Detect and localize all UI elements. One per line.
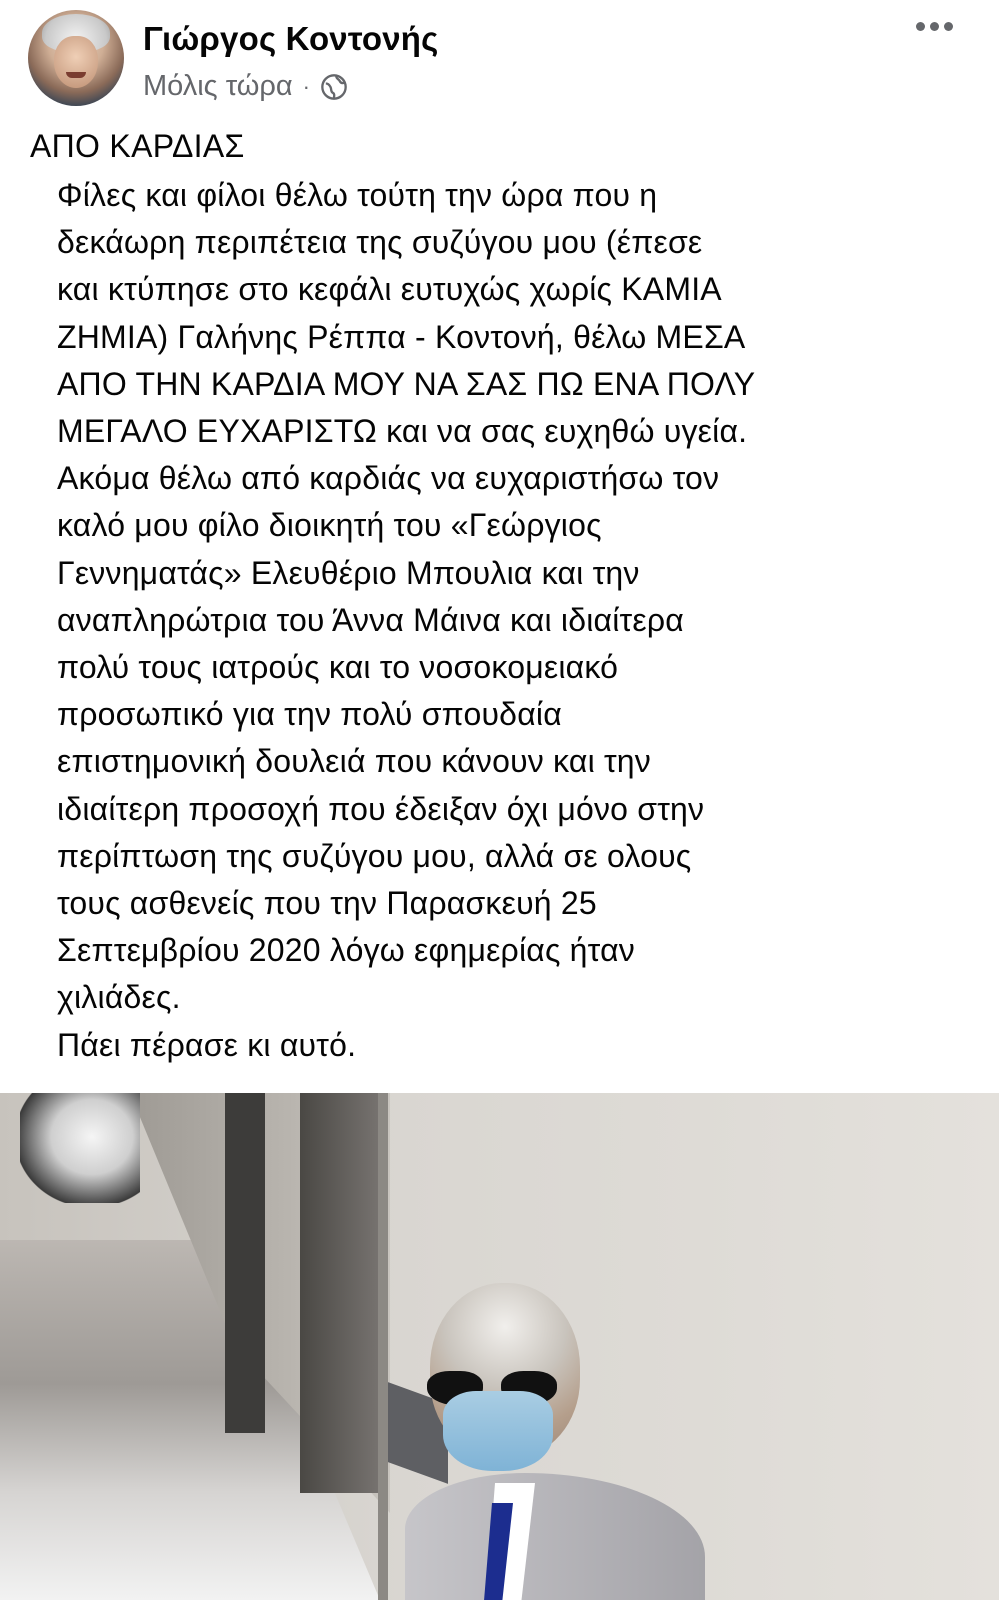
post-photo[interactable]: [0, 1093, 999, 1600]
body-line: αναπληρώτρια του Άννα Μάινα και ιδιαίτερα: [57, 601, 684, 638]
author-name[interactable]: Γιώργος Κοντονής: [143, 20, 439, 57]
body-line: ΖΗΜΙΑ) Γαλήνης Ρέππα - Κοντονή, θέλω ΜΕΣΑ: [57, 318, 746, 355]
body-line: ιδιαίτερη προσοχή που έδειξαν όχι μόνο στην: [57, 790, 705, 827]
body-line: και κτύπησε στο κεφάλι ευτυχώς χωρίς ΚΑΜΙΑ: [57, 271, 722, 308]
body-line: Σεπτεμβρίου 2020 λόγω εφημερίας ήταν: [57, 932, 635, 969]
post-header: [0, 0, 999, 120]
body-line: Ακόμα θέλω από καρδιάς να ευχαριστήσω τον: [57, 460, 720, 497]
body-line: ΑΠΟ ΤΗΝ ΚΑΡΔΙΑ ΜΟΥ ΝΑ ΣΑΣ ΠΩ ΕΝΑ ΠΟΛΥ: [57, 365, 756, 402]
body-line: πολύ τους ιατρούς και το νοσοκομειακό: [57, 649, 619, 686]
body-line: Γεννηματάς» Ελευθέριο Μπουλια και την: [57, 554, 640, 591]
post-timestamp[interactable]: Μόλις τώρα: [143, 70, 293, 102]
body-line: Πάει πέρασε κι αυτό.: [57, 1026, 357, 1063]
post-body: [57, 172, 837, 1069]
body-line: περίπτωση της συζύγου μου, αλλά σε ολους: [57, 837, 692, 874]
meta-separator: ·: [302, 73, 310, 99]
body-line: χιλιάδες.: [57, 979, 181, 1016]
body-line: προσωπικό για την πολύ σπουδαία: [57, 696, 562, 733]
body-line: δεκάωρη περιπέτεια της συζύγου μου (έπεσε: [57, 224, 703, 261]
more-options-icon[interactable]: [916, 22, 953, 31]
body-line: ΜΕΓΑΛΟ ΕΥΧΑΡΙΣΤΩ και να σας ευχηθώ υγεία.: [57, 413, 748, 450]
post-meta: [143, 70, 348, 103]
body-line: τους ασθενείς που την Παρασκευή 25: [57, 885, 597, 922]
author-avatar[interactable]: [28, 10, 124, 106]
body-line: καλό μου φίλο διοικητή του «Γεώργιος: [57, 507, 602, 544]
body-line: Φίλες και φίλοι θέλω τούτη την ώρα που η: [57, 177, 658, 213]
post-title: ΑΠΟ ΚΑΡΔΙΑΣ: [30, 128, 245, 164]
globe-icon[interactable]: [320, 73, 348, 101]
body-line: επιστημονική δουλειά που κάνουν και την: [57, 743, 652, 780]
